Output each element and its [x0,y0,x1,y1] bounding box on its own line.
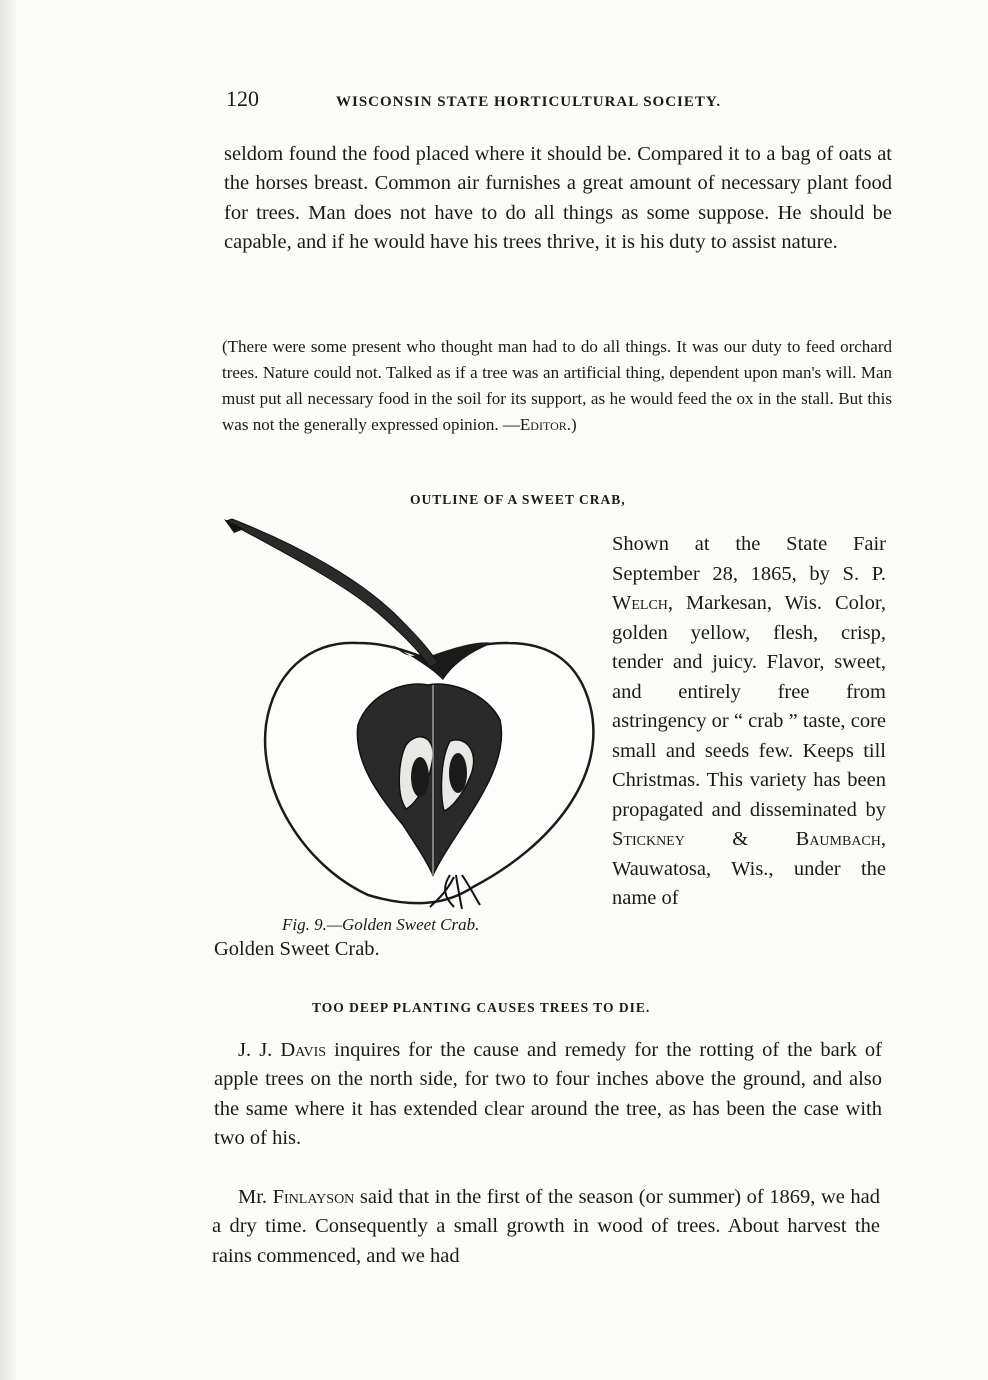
desc-part-3: & [684,828,749,850]
davis-inquiry: inquires for the cause and remedy for the rotting of the bark of apple trees on the north side, for two to four inches above the ground, and also the same where it has extended clear around the tree, as has been the case with two of his. [214,1039,883,1150]
paragraph-davis [214,1036,882,1154]
editor-note-closing: .) [566,415,577,434]
editor-signature: Editor [519,415,567,434]
paragraph-nature [224,140,892,258]
finlayson-statement: said that in the first of the season (or summer) of 1869, we had a dry time. Consequently a small growth in wood of trees. About harvest the rains commenced, and we had [212,1186,881,1267]
propagator-name-2: Baumbach [795,828,881,850]
sweet-crab-text [612,530,886,914]
davis-text [214,1036,882,1154]
propagator-name-1: Stickney [612,828,685,850]
editor-note-body: (There were some present who thought man had to do all things. It was our duty to feed orchard trees. Nature could not. Talked as if a tree was an artificial thing, dependent upon man's will. Man must put all necessary food in the soil for its support, as he would feed the ox in the stall. But this was not the generally expressed opinion. — [222,337,892,434]
section-title-deep-planting: TOO DEEP PLANTING CAUSES TREES TO DIE. [312,1000,651,1015]
desc-part-2: , Markesan, Wis. Color, golden yellow, flesh, crisp, tender and juicy. Flavor, sweet, and entirely free from astringency or “ crab ” taste, core small and seeds few. Keeps till Christmas. This variety has been propagated and disseminated by [612,592,886,821]
paragraph-text: seldom found the food placed where it should be. Compared it to a bag of oats at the horses breast. Common air furnishes a great amount of necessary plant food for trees. Man does not have to do all things as some suppose. He should be capable, and if he would have his trees thrive, it is his duty to assist nature. [224,143,892,254]
section-title-sweet-crab: OUTLINE OF A SWEET CRAB, [410,492,626,507]
page-number: 120 [226,86,259,111]
person-name-finlayson: Finlayson [272,1186,355,1208]
finlayson-prefix: Mr. [238,1186,268,1208]
paragraph-finlayson [212,1183,880,1271]
desc-part-4: , Wauwatosa, Wis., under the name of [612,828,887,909]
sweet-crab-illustration [218,515,608,925]
editor-note-text [222,334,892,438]
editor-note [222,334,892,438]
desc-part-1: Shown at the State Fair September 28, 1865, by S. P. [612,533,886,585]
person-name-davis: J. J. Davis [238,1039,327,1061]
page-header [226,86,886,116]
sweet-crab-description [612,530,886,914]
page-spine-shadow [0,0,16,1380]
finlayson-text [212,1183,880,1271]
exhibitor-name: Welch [612,592,668,614]
running-title: WISCONSIN STATE HORTICULTURAL SOCIETY. [336,94,722,110]
figure-caption: Fig. 9.—Golden Sweet Crab. [282,915,480,934]
description-continued: Golden Sweet Crab. [214,938,380,960]
